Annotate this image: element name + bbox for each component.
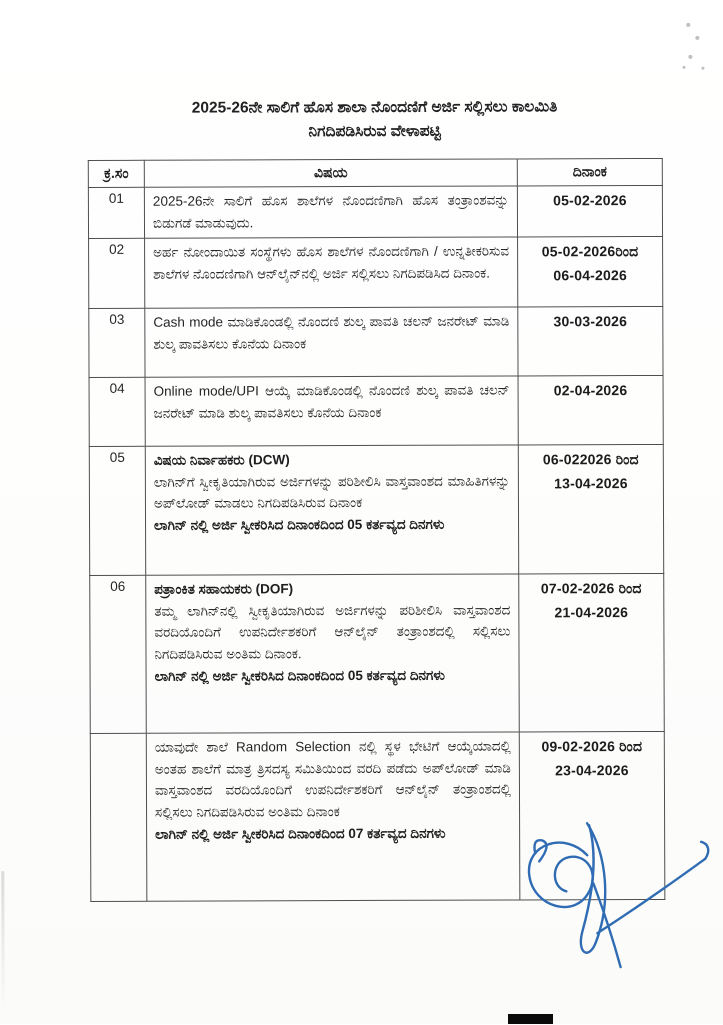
scan-speck [695,36,699,40]
row-date: 09-02-2026 ರಿಂದ 23-04-2026 [519,731,665,900]
subject-note: ಲಾಗಿನ್ ನಲ್ಲಿ ಅರ್ಜಿ ಸ್ವೀಕರಿಸಿದ ದಿನಾಂಕದಿಂದ 05 ಕರ್ತವ್ಯದ ದಿನಗಳು [154,667,445,684]
header-date: ದಿನಾಂಕ [517,158,662,186]
scan-speck [688,55,692,59]
row-sl-no: 03 [89,308,145,377]
row-sl-no: 06 [90,575,147,733]
row-date: 06-022026 ರಿಂದ 13-04-2026 [518,444,663,574]
row-subject [145,237,518,308]
row-date: 05-02-2026ರಿಂದ 06-04-2026 [518,236,663,307]
scan-speck [686,23,690,27]
row-subject [145,445,518,575]
row-sl-no: 02 [89,238,145,308]
table-row [89,375,663,446]
subject-heading: ವಿಷಯ ನಿರ್ವಾಹಕರು (DCW) [153,451,290,468]
table-row [90,573,665,733]
table-row [88,185,662,238]
subject-body: ಲಾಗಿನ್‌ಗೆ ಸ್ವೀಕೃತಿಯಾಗಿರುವ ಅರ್ಜಿಗಳನ್ನು ಪರಿಶೀಲಿಸಿ ವಾಸ್ತವಾಂಶದ ಮಾಹಿತಿಗಳನ್ನು ಅಪ್‌ಲೋಡ್ ಮಾಡಲು ನಿಗದಿಪಡಿಸಿರುವ ದಿನಾಂಕ [153,473,510,512]
row-sl-no: 04 [89,377,145,446]
scan-speck [682,66,685,69]
page-title-line2: ನಿಗದಿಪಡಿಸಿರುವ ವೇಳಾಪಟ್ಟಿ [308,122,441,141]
row-date: 02-04-2026 [518,375,663,445]
row-subject [144,186,517,238]
table-row [90,731,665,901]
scan-edge-shadow [1,871,4,1011]
subject-body: ಅರ್ಹ ನೋಂದಾಯಿತ ಸಂಸ್ಥೆಗಳು ಹೊಸ ಶಾಲೆಗಳ ನೊಂದಣಿಗಾಗಿ / ಉನ್ನತೀಕರಿಸುವ ಶಾಲೆಗಳ ನೊಂದಣಿಗಾಗಿ ಆನ್‌ಲೈನ್‌ನಲ್ಲಿ ಅರ್ಜಿ ಸಲ್ಲಿಸಲು ನಿಗದಿಪಡಿಸಿದ ದಿನಾಂಕ. [153,243,510,282]
row-subject [145,307,518,377]
row-sl-no [90,733,147,901]
scan-speck [701,67,704,70]
row-sl-no: 01 [88,187,144,238]
header-subject: ವಿಷಯ [144,159,517,187]
subject-body: Online mode/UPI ಆಯ್ಕೆ ಮಾಡಿಕೊಂಡಲ್ಲಿ ನೊಂದಣಿ ಶುಲ್ಕ ಪಾವತಿ ಚಲನ್ ಜನರೇಟ್ ಮಾಡಿ ಶುಲ್ಕ ಪಾವತಿಸಲು ಕೊನೆಯ ದಿನಾಂಕ [153,382,510,421]
redaction-bar [508,1014,553,1024]
schedule-table [88,158,666,902]
table-row [89,236,663,308]
subject-note: ಲಾಗಿನ್ ನಲ್ಲಿ ಅರ್ಜಿ ಸ್ವೀಕರಿಸಿದ ದಿನಾಂಕದಿಂದ 05 ಕರ್ತವ್ಯದ ದಿನಗಳು [154,517,445,534]
subject-body: ಯಾವುದೇ ಶಾಲೆ Random Selection ನಲ್ಲಿ ಸ್ಥಳ ಭೇಟಿಗೆ ಆಯ್ಕೆಯಾದಲ್ಲಿ ಅಂತಹ ಶಾಲೆಗೆ ಮಾತ್ರ ತ್ರಿಸದಸ್ಯ ಸಮಿತಿಯಿಂದ ವರದಿ ಪಡೆದು ಅಪ್‌ಲೋಡ್ ಮಾಡಿ ವಾಸ್ತವಾಂಶದ ವರದಿಯೊಂದಿಗೆ ಉಪನಿರ್ದೇಶಕರಿಗೆ ಆನ್‌ಲೈನ್ ತಂತ್ರಾಂಶದಲ್ಲಿ ಸಲ್ಲಿಸಲು ನಿಗದಿಪಡಿಸಿರುವ ಅಂತಿಮ ದಿನಾಂಕ [154,738,511,821]
table-row [89,444,663,575]
row-subject [146,574,520,733]
subject-body: ತಮ್ಮ ಲಾಗಿನ್‌ನಲ್ಲಿ ಸ್ವೀಕೃತಿಯಾಗಿರುವ ಅರ್ಜಿಗಳನ್ನು ಪರಿಶೀಲಿಸಿ ವಾಸ್ತವಾಂಶದ ವರದಿಯೊಂದಿಗೆ ಉಪನಿರ್ದೇಶಕರಿಗೆ ಆನ್‌ಲೈನ್ ತಂತ್ರಾಂಶದಲ್ಲಿ ಸಲ್ಲಿಸಲು ನಿಗದಿಪಡಿಸಿರುವ ಅಂತಿಮ ದಿನಾಂಕ. [154,602,511,663]
row-subject [145,376,518,446]
subject-body: 2025-26ನೇ ಸಾಲಿಗೆ ಹೊಸ ಶಾಲೆಗಳ ನೊಂದಣಿಗಾಗಿ ಹೊಸ ತಂತ್ರಾಂಶವನ್ನು ಬಿಡುಗಡೆ ಮಾಡುವುದು. [152,192,509,231]
row-date: 07-02-2026 ರಿಂದ 21-04-2026 [519,573,665,732]
subject-note: ಲಾಗಿನ್ ನಲ್ಲಿ ಅರ್ಜಿ ಸ್ವೀಕರಿಸಿದ ದಿನಾಂಕದಿಂದ 07 ಕರ್ತವ್ಯದ ದಿನಗಳು [155,825,446,842]
row-subject [146,732,520,901]
table-row [89,306,663,377]
header-sl-no: ಕ್ರ.ಸಂ [88,160,144,187]
row-date: 30-03-2026 [518,306,663,376]
subject-body: Cash mode ಮಾಡಿಕೊಂಡಲ್ಲಿ ನೊಂದಣಿ ಶುಲ್ಕ ಪಾವತಿ ಚಲನ್ ಜನರೇಟ್ ಮಾಡಿ ಶುಲ್ಕ ಪಾವತಿಸಲು ಕೊನೆಯ ದಿನಾಂಕ [153,313,510,352]
row-sl-no: 05 [89,446,145,575]
subject-heading: ಪತ್ರಾಂಕಿತ ಸಹಾಯಕರು (DOF) [154,580,294,597]
table-header-row [88,158,662,187]
row-date: 05-02-2026 [517,185,662,236]
page-title [88,95,662,145]
page-title-line1: 2025-26ನೇ ಸಾಲಿಗೆ ಹೊಸ ಶಾಲಾ ನೊಂದಣಿಗೆ ಅರ್ಜಿ ಸಲ್ಲಿಸಲು ಕಾಲಮಿತಿ [191,98,558,117]
